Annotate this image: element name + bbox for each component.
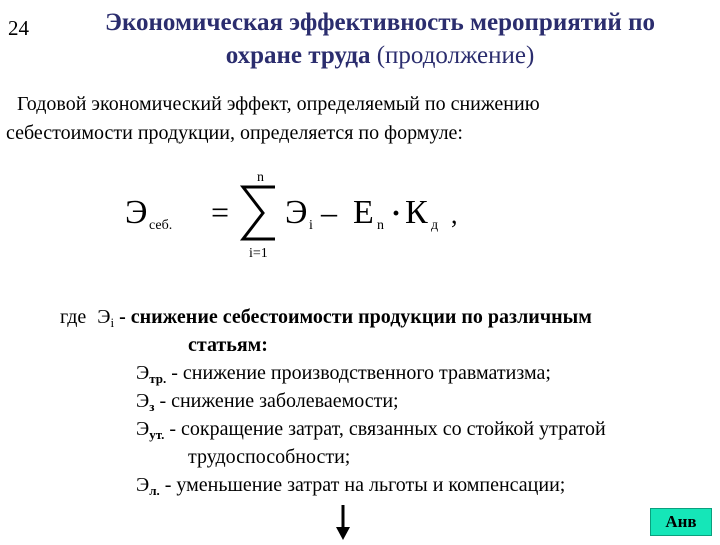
formula-sum-bottom: i=1 (249, 246, 268, 261)
def-item-text: - снижение заболеваемости; (154, 390, 399, 412)
formula-dot: · (391, 197, 402, 230)
down-arrow-icon (335, 505, 351, 540)
def-item-symbol: Э (136, 474, 150, 496)
def-item-symbol: Э (136, 362, 150, 384)
formula-svg (125, 165, 485, 265)
def-main-symbol: Э (97, 306, 111, 328)
def-main-text-cont: статьям: (188, 334, 268, 356)
formula-lhs-sub: себ. (149, 218, 173, 233)
intro-line-2: себестоимости продукции, определяется по формуле: (6, 122, 463, 144)
def-item-text: - снижение производственного травматизма; (166, 362, 551, 384)
slide-title-line-2 (40, 39, 720, 72)
definition-item (136, 471, 565, 505)
def-item-sub: з (149, 399, 155, 414)
title-bold-part: охране труда (225, 42, 371, 69)
nav-anv-button[interactable]: Анв (650, 508, 712, 536)
def-item-sub: тр. (149, 371, 167, 386)
slide-number: 24 (8, 16, 29, 40)
formula-term2: Е (353, 194, 374, 231)
def-item-sub: ут. (149, 427, 165, 442)
definition-main-cont (188, 331, 268, 359)
def-item-symbol: Э (136, 390, 150, 412)
def-main-text: - снижение себестоимости продукции по различным (114, 306, 592, 328)
def-item-sub: л. (149, 483, 160, 498)
formula-term3: К (405, 194, 428, 231)
def-intro-word: где (60, 306, 87, 328)
formula-comma: , (451, 200, 458, 229)
formula-equals: = (211, 194, 230, 230)
formula-minus: – (321, 194, 337, 230)
slide-title-line-1: Экономическая эффективность мероприятий по (105, 9, 655, 36)
definition-main (60, 303, 592, 337)
formula (125, 165, 485, 265)
formula-term2-sub: n (377, 218, 384, 233)
formula-lhs: Э (125, 194, 148, 231)
definition-item-cont: трудоспособности; (188, 446, 351, 468)
formula-sum-top: n (257, 170, 264, 185)
def-item-text: - уменьшение затрат на льготы и компенсации; (159, 474, 566, 496)
def-item-text: - сокращение затрат, связанных со стойкой утратой (164, 418, 606, 440)
formula-term1: Э (285, 194, 308, 231)
def-item-symbol: Э (136, 418, 150, 440)
def-main-sub: i (110, 315, 115, 330)
formula-term3-sub: д (431, 218, 439, 233)
formula-term1-sub: i (309, 218, 313, 233)
intro-line-1: Годовой экономический эффект, определяемый по снижению (17, 93, 540, 115)
title-normal-part: (продолжение) (370, 42, 535, 69)
sigma-icon (243, 187, 275, 239)
